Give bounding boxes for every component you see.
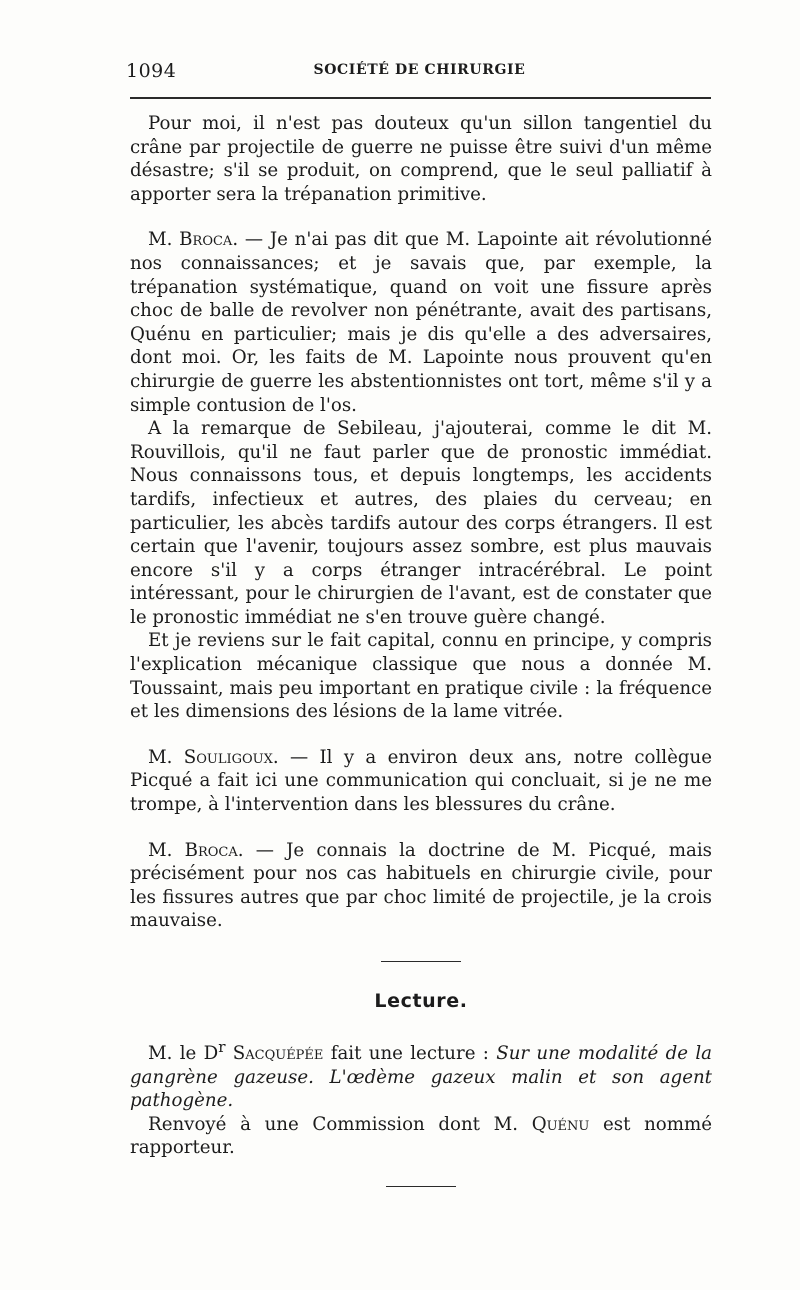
paragraph-1: Pour moi, il n'est pas douteux qu'un sillon tangentiel du crâne par projectile de guerre ne puisse être suivi d'un même désastre; s'il se produit, on comprend, que le seul palliatif à apporter sera la trépanation primitive. — [130, 113, 712, 205]
lecture-paragraph-2 — [130, 1113, 712, 1160]
lecture-p2-prefix: Renvoyé à une Commission dont M. — [148, 1113, 532, 1135]
speaker-name: Broca — [179, 229, 233, 251]
paragraph-broca-1 — [130, 228, 712, 417]
speaker-prefix: M. — [148, 839, 185, 861]
speech-text: . — Je connais la doctrine de M. Picqué, mais précisément pour nos cas habituels en chirurgie civile, pour les fissures autres que par choc limité de projectile, je la crois mauvaise. — [130, 839, 713, 932]
section-divider — [381, 961, 461, 962]
running-head — [126, 60, 713, 84]
lecture-mid: fait une lecture : — [323, 1043, 497, 1065]
page-number: 1094 — [126, 60, 177, 82]
spacer — [130, 206, 712, 228]
running-title: SOCIÉTÉ DE CHIRURGIE — [313, 62, 526, 78]
lecture-paragraph-1 — [130, 1036, 712, 1113]
speaker-name: Souligoux — [183, 746, 273, 768]
speech-text: . — Il y a environ deux ans, notre collègue Picqué a fait ici une communication qui concluait, si je ne me trompe, à l'intervention dans les blessures du crâne. — [130, 746, 712, 816]
lecture-title: Sur une modalité de la gangrène gazeuse. L'œdème gazeux malin et son agent pathogène. — [130, 1043, 712, 1112]
paragraph-broca-2 — [130, 839, 712, 933]
lecture-p2-suffix: est nommé rapporteur. — [130, 1113, 712, 1159]
end-rule — [386, 1186, 456, 1187]
spacer — [130, 724, 712, 746]
header-rule — [130, 97, 711, 99]
body-text — [130, 112, 712, 1187]
lecture-prefix: M. le D — [148, 1043, 219, 1065]
paragraph-4: Et je reviens sur le fait capital, connu en principe, y compris l'explication mécanique classique que nous a donnée M. Toussaint, mais peu important en pratique civile : la fréquence et les dimensions des lésions de la lame vitrée. — [130, 630, 712, 723]
speaker-prefix: M. — [148, 229, 180, 251]
paragraph-3: A la remarque de Sebileau, j'ajouterai, comme le dit M. Rouvillois, qu'il ne faut parler que de pronostic immédiat. Nous connaissons tous, et depuis longtemps, les accidents tardifs, infectieux et autres, des plaies du cerveau; en particulier, les abcès tardifs autour des corps étrangers. Il est certain que l'avenir, toujours assez sombre, est plus mauvais encore s'il y a corps étranger intracérébral. Le point intéressant, pour le chirurgien de l'avant, est de constater que le pronostic immédiat ne s'en trouve guère changé. — [130, 418, 712, 628]
spacer — [130, 817, 712, 839]
lecture-author: Sacquépée — [232, 1043, 324, 1065]
rapporteur-name: Quénu — [531, 1113, 590, 1135]
speaker-name: Broca — [184, 839, 238, 861]
speaker-prefix: M. — [148, 746, 184, 768]
paragraph-souligoux — [130, 746, 712, 817]
speech-text: . — Je n'ai pas dit que M. Lapointe ait révolutionné nos connaissances; et je savais que, par exemple, la trépanation systématique, quand on voit une fissure après choc de balle de revolver non pénétrante, avait des partisans, Quénu en particulier; mais je dis qu'elle a des adversaires, dont moi. Or, les faits de M. Lapointe nous prouvent qu'en chirurgie de guerre les abstentionnistes ont tort, même s'il y a simple contusion de l'os. — [130, 229, 712, 416]
lecture-prefix-sup: r — [218, 1038, 226, 1056]
section-heading-lecture: Lecture. — [374, 990, 468, 1012]
